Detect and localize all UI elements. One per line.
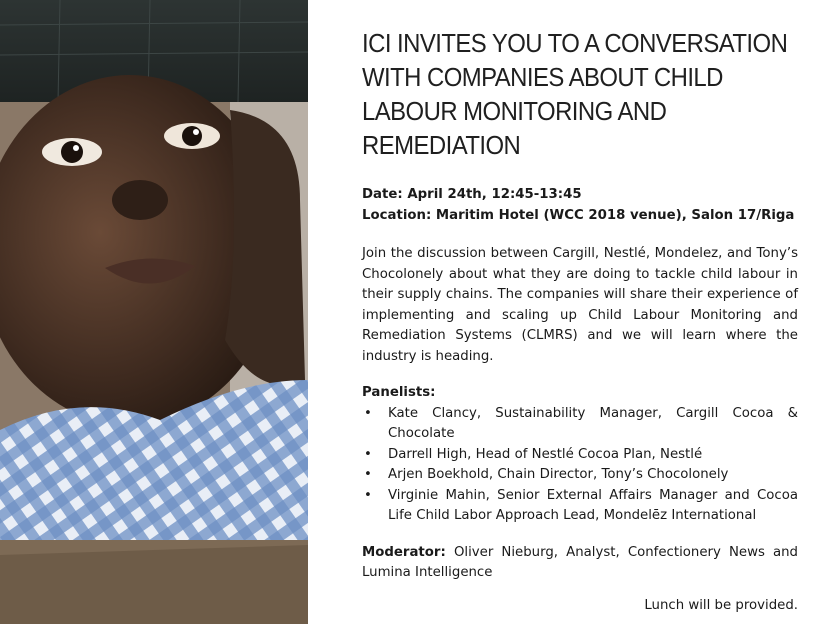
event-date: Date: April 24th, 12:45-13:45 [362,187,582,202]
panelists-heading: Panelists: [362,385,436,400]
child-photo [0,0,308,624]
panelist-item: • Virginie Mahin, Senior External Affairs Manager and Cocoa Life Child Labor Approach Lead, Mondelēz International [362,486,798,527]
moderator-text: Oliver Nieburg, Analyst, Confectionery News and Lumina Intelligence [362,544,799,580]
invitation-content [362,26,798,584]
event-headline: ICI INVITES YOU TO A CONVERSATION WITH COMPANIES ABOUT CHILD LABOUR MONITORING AND REMEDIATION [362,28,788,160]
panelist-item: • Kate Clancy, Sustainability Manager, Cargill Cocoa & Chocolate [362,404,798,445]
intro-paragraph: Join the discussion between Cargill, Nestlé, Mondelez, and Tony’s Chocolonely about what they are doing to tackle child labour in their supply chains. The companies will share their experience of implementing and scaling up Child Labour Monitoring and Remediation Systems (CLMRS) and we will learn where the industry is heading. [362,246,798,364]
lunch-note: Lunch will be provided. [644,598,798,613]
panelist-item: • Darrell High, Head of Nestlé Cocoa Plan, Nestlé [362,445,798,466]
event-details [362,184,798,226]
panelist-item: • Arjen Boekhold, Chain Director, Tony’s Chocolonely [362,465,798,486]
moderator-label: Moderator: [362,544,446,560]
event-location: Location: Maritim Hotel (WCC 2018 venue), Salon 17/Riga [362,208,795,223]
moderator-line [362,543,798,584]
panelists-list [362,404,798,527]
